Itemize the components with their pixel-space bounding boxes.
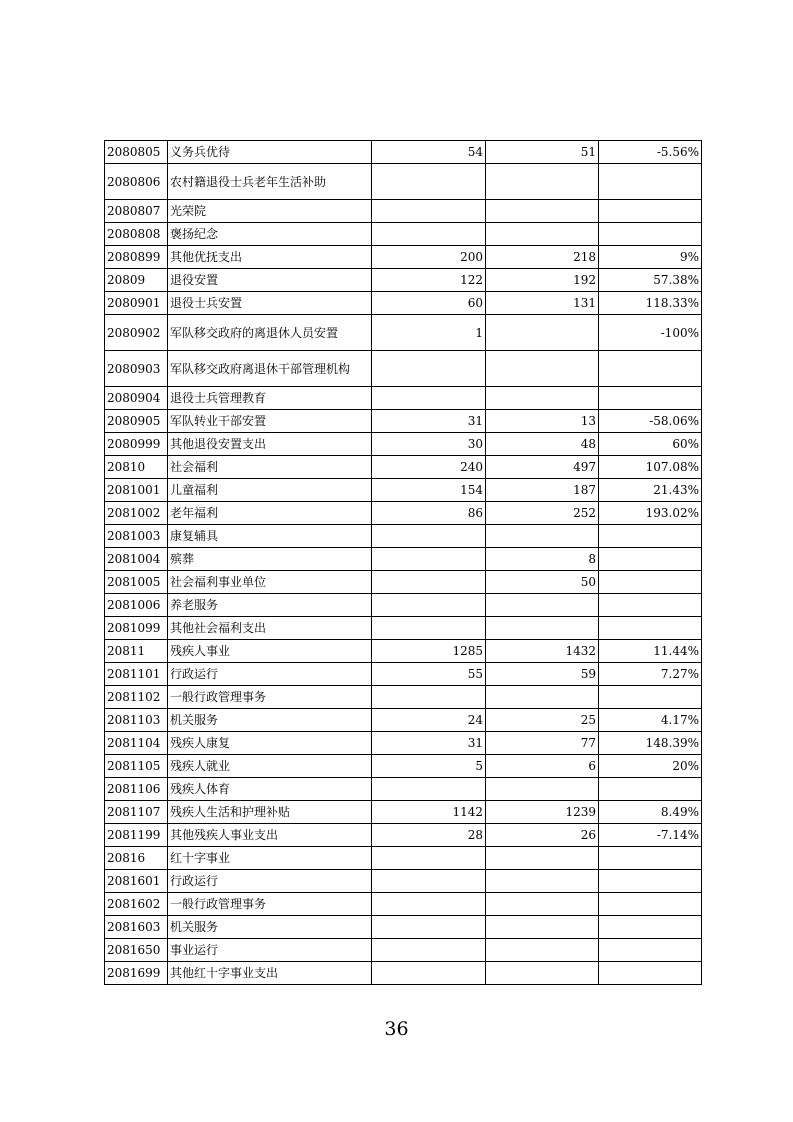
change-percent-cell bbox=[599, 847, 702, 870]
account-code-cell: 2081099 bbox=[105, 617, 168, 640]
value-b-cell bbox=[486, 525, 599, 548]
value-b-cell: 252 bbox=[486, 502, 599, 525]
account-code-cell: 2081104 bbox=[105, 732, 168, 755]
change-percent-cell: 57.38% bbox=[599, 269, 702, 292]
value-a-cell bbox=[372, 200, 486, 223]
value-b-cell: 218 bbox=[486, 246, 599, 269]
change-percent-cell bbox=[599, 962, 702, 985]
table-row bbox=[105, 269, 702, 292]
value-b-cell: 26 bbox=[486, 824, 599, 847]
value-a-cell bbox=[372, 870, 486, 893]
value-a-cell bbox=[372, 164, 486, 200]
table-row bbox=[105, 939, 702, 962]
change-percent-cell: -58.06% bbox=[599, 410, 702, 433]
value-a-cell: 54 bbox=[372, 141, 486, 164]
change-percent-cell bbox=[599, 571, 702, 594]
account-code-cell: 20811 bbox=[105, 640, 168, 663]
value-a-cell bbox=[372, 571, 486, 594]
account-name-cell: 一般行政管理事务 bbox=[168, 893, 372, 916]
table-row bbox=[105, 351, 702, 387]
change-percent-cell: -5.56% bbox=[599, 141, 702, 164]
value-b-cell: 1239 bbox=[486, 801, 599, 824]
account-name-cell: 退役安置 bbox=[168, 269, 372, 292]
value-b-cell bbox=[486, 164, 599, 200]
account-name-cell: 其他优抚支出 bbox=[168, 246, 372, 269]
account-name-cell: 行政运行 bbox=[168, 870, 372, 893]
value-b-cell: 1432 bbox=[486, 640, 599, 663]
value-b-cell bbox=[486, 870, 599, 893]
table-row bbox=[105, 617, 702, 640]
change-percent-cell bbox=[599, 939, 702, 962]
budget-table bbox=[104, 140, 702, 985]
account-name-cell: 老年福利 bbox=[168, 502, 372, 525]
value-b-cell bbox=[486, 387, 599, 410]
account-name-cell: 行政运行 bbox=[168, 663, 372, 686]
account-name-cell: 其他社会福利支出 bbox=[168, 617, 372, 640]
change-percent-cell bbox=[599, 548, 702, 571]
account-name-cell: 义务兵优待 bbox=[168, 141, 372, 164]
value-a-cell bbox=[372, 939, 486, 962]
table-row bbox=[105, 847, 702, 870]
table-row bbox=[105, 571, 702, 594]
change-percent-cell bbox=[599, 893, 702, 916]
table-row bbox=[105, 962, 702, 985]
change-percent-cell: 193.02% bbox=[599, 502, 702, 525]
account-name-cell: 军队移交政府离退休干部管理机构 bbox=[168, 351, 372, 387]
table-row bbox=[105, 778, 702, 801]
change-percent-cell: 20% bbox=[599, 755, 702, 778]
account-code-cell: 2081005 bbox=[105, 571, 168, 594]
table-row bbox=[105, 824, 702, 847]
change-percent-cell: 7.27% bbox=[599, 663, 702, 686]
value-b-cell: 6 bbox=[486, 755, 599, 778]
value-b-cell bbox=[486, 315, 599, 351]
change-percent-cell: 11.44% bbox=[599, 640, 702, 663]
value-a-cell: 240 bbox=[372, 456, 486, 479]
page-number: 36 bbox=[384, 1018, 409, 1040]
account-code-cell: 2081106 bbox=[105, 778, 168, 801]
account-code-cell: 2081003 bbox=[105, 525, 168, 548]
account-name-cell: 残疾人生活和护理补贴 bbox=[168, 801, 372, 824]
account-name-cell: 残疾人就业 bbox=[168, 755, 372, 778]
value-b-cell: 8 bbox=[486, 548, 599, 571]
account-name-cell: 残疾人事业 bbox=[168, 640, 372, 663]
account-name-cell: 退役士兵管理教育 bbox=[168, 387, 372, 410]
table-row bbox=[105, 686, 702, 709]
value-a-cell: 31 bbox=[372, 732, 486, 755]
value-b-cell: 50 bbox=[486, 571, 599, 594]
value-a-cell bbox=[372, 962, 486, 985]
table-row bbox=[105, 548, 702, 571]
value-a-cell: 60 bbox=[372, 292, 486, 315]
value-b-cell bbox=[486, 686, 599, 709]
account-name-cell: 社会福利 bbox=[168, 456, 372, 479]
value-a-cell bbox=[372, 893, 486, 916]
table-row bbox=[105, 410, 702, 433]
change-percent-cell: 4.17% bbox=[599, 709, 702, 732]
table-row bbox=[105, 292, 702, 315]
value-a-cell: 154 bbox=[372, 479, 486, 502]
account-name-cell: 红十字事业 bbox=[168, 847, 372, 870]
change-percent-cell bbox=[599, 594, 702, 617]
value-b-cell: 59 bbox=[486, 663, 599, 686]
value-a-cell bbox=[372, 778, 486, 801]
value-a-cell bbox=[372, 916, 486, 939]
account-name-cell: 殡葬 bbox=[168, 548, 372, 571]
change-percent-cell bbox=[599, 916, 702, 939]
account-name-cell: 残疾人体育 bbox=[168, 778, 372, 801]
table-row bbox=[105, 433, 702, 456]
account-name-cell: 光荣院 bbox=[168, 200, 372, 223]
account-code-cell: 2080807 bbox=[105, 200, 168, 223]
table-row bbox=[105, 164, 702, 200]
table-row bbox=[105, 141, 702, 164]
account-code-cell: 2081650 bbox=[105, 939, 168, 962]
value-a-cell: 31 bbox=[372, 410, 486, 433]
change-percent-cell: 21.43% bbox=[599, 479, 702, 502]
account-code-cell: 2081001 bbox=[105, 479, 168, 502]
change-percent-cell bbox=[599, 525, 702, 548]
account-code-cell: 20810 bbox=[105, 456, 168, 479]
account-name-cell: 残疾人康复 bbox=[168, 732, 372, 755]
value-a-cell bbox=[372, 548, 486, 571]
value-b-cell bbox=[486, 847, 599, 870]
change-percent-cell bbox=[599, 686, 702, 709]
value-b-cell: 77 bbox=[486, 732, 599, 755]
value-a-cell: 122 bbox=[372, 269, 486, 292]
account-code-cell: 2081699 bbox=[105, 962, 168, 985]
change-percent-cell: -100% bbox=[599, 315, 702, 351]
value-a-cell: 30 bbox=[372, 433, 486, 456]
account-name-cell: 儿童福利 bbox=[168, 479, 372, 502]
account-code-cell: 2081102 bbox=[105, 686, 168, 709]
value-a-cell bbox=[372, 594, 486, 617]
account-code-cell: 2080999 bbox=[105, 433, 168, 456]
change-percent-cell: 107.08% bbox=[599, 456, 702, 479]
value-a-cell bbox=[372, 617, 486, 640]
value-b-cell bbox=[486, 617, 599, 640]
account-name-cell: 褒扬纪念 bbox=[168, 223, 372, 246]
account-code-cell: 2081101 bbox=[105, 663, 168, 686]
account-name-cell: 机关服务 bbox=[168, 709, 372, 732]
change-percent-cell: -7.14% bbox=[599, 824, 702, 847]
account-name-cell: 农村籍退役士兵老年生活补助 bbox=[168, 164, 372, 200]
account-code-cell: 2080806 bbox=[105, 164, 168, 200]
account-name-cell: 康复辅具 bbox=[168, 525, 372, 548]
value-a-cell: 24 bbox=[372, 709, 486, 732]
value-b-cell bbox=[486, 778, 599, 801]
account-code-cell: 2080808 bbox=[105, 223, 168, 246]
value-b-cell: 497 bbox=[486, 456, 599, 479]
account-name-cell: 其他残疾人事业支出 bbox=[168, 824, 372, 847]
table-row bbox=[105, 246, 702, 269]
value-b-cell: 192 bbox=[486, 269, 599, 292]
value-a-cell bbox=[372, 847, 486, 870]
change-percent-cell: 60% bbox=[599, 433, 702, 456]
account-code-cell: 2081004 bbox=[105, 548, 168, 571]
account-code-cell: 2081199 bbox=[105, 824, 168, 847]
value-a-cell bbox=[372, 351, 486, 387]
account-name-cell: 退役士兵安置 bbox=[168, 292, 372, 315]
account-code-cell: 2080901 bbox=[105, 292, 168, 315]
account-code-cell: 2081602 bbox=[105, 893, 168, 916]
value-a-cell bbox=[372, 387, 486, 410]
change-percent-cell bbox=[599, 387, 702, 410]
account-name-cell: 机关服务 bbox=[168, 916, 372, 939]
change-percent-cell bbox=[599, 778, 702, 801]
account-name-cell: 一般行政管理事务 bbox=[168, 686, 372, 709]
account-code-cell: 2080903 bbox=[105, 351, 168, 387]
table-row bbox=[105, 916, 702, 939]
table-row bbox=[105, 502, 702, 525]
change-percent-cell bbox=[599, 870, 702, 893]
account-code-cell: 2081002 bbox=[105, 502, 168, 525]
table-row bbox=[105, 801, 702, 824]
account-name-cell: 其他红十字事业支出 bbox=[168, 962, 372, 985]
value-b-cell: 13 bbox=[486, 410, 599, 433]
account-name-cell: 军队移交政府的离退休人员安置 bbox=[168, 315, 372, 351]
table-row bbox=[105, 525, 702, 548]
account-code-cell: 2081105 bbox=[105, 755, 168, 778]
change-percent-cell: 118.33% bbox=[599, 292, 702, 315]
account-code-cell: 2080905 bbox=[105, 410, 168, 433]
value-b-cell bbox=[486, 893, 599, 916]
table-row bbox=[105, 640, 702, 663]
value-a-cell: 1142 bbox=[372, 801, 486, 824]
account-code-cell: 20809 bbox=[105, 269, 168, 292]
table-row bbox=[105, 387, 702, 410]
table-row bbox=[105, 315, 702, 351]
value-b-cell bbox=[486, 223, 599, 246]
table-row bbox=[105, 893, 702, 916]
value-a-cell: 1285 bbox=[372, 640, 486, 663]
change-percent-cell bbox=[599, 223, 702, 246]
value-a-cell: 200 bbox=[372, 246, 486, 269]
value-b-cell bbox=[486, 939, 599, 962]
table-row bbox=[105, 456, 702, 479]
value-a-cell bbox=[372, 525, 486, 548]
account-name-cell: 军队转业干部安置 bbox=[168, 410, 372, 433]
value-a-cell: 55 bbox=[372, 663, 486, 686]
value-b-cell bbox=[486, 351, 599, 387]
value-a-cell: 28 bbox=[372, 824, 486, 847]
change-percent-cell bbox=[599, 164, 702, 200]
change-percent-cell: 148.39% bbox=[599, 732, 702, 755]
account-code-cell: 2080805 bbox=[105, 141, 168, 164]
table-row bbox=[105, 663, 702, 686]
account-code-cell: 2081006 bbox=[105, 594, 168, 617]
table-row bbox=[105, 709, 702, 732]
account-code-cell: 2080904 bbox=[105, 387, 168, 410]
account-code-cell: 2081603 bbox=[105, 916, 168, 939]
change-percent-cell bbox=[599, 617, 702, 640]
value-a-cell: 5 bbox=[372, 755, 486, 778]
account-code-cell: 20816 bbox=[105, 847, 168, 870]
account-code-cell: 2081107 bbox=[105, 801, 168, 824]
table-row bbox=[105, 200, 702, 223]
change-percent-cell bbox=[599, 200, 702, 223]
value-b-cell: 131 bbox=[486, 292, 599, 315]
change-percent-cell bbox=[599, 351, 702, 387]
value-b-cell bbox=[486, 916, 599, 939]
account-name-cell: 其他退役安置支出 bbox=[168, 433, 372, 456]
table-row bbox=[105, 594, 702, 617]
value-b-cell: 187 bbox=[486, 479, 599, 502]
value-b-cell: 25 bbox=[486, 709, 599, 732]
value-b-cell bbox=[486, 594, 599, 617]
table-row bbox=[105, 870, 702, 893]
value-a-cell: 86 bbox=[372, 502, 486, 525]
account-name-cell: 事业运行 bbox=[168, 939, 372, 962]
account-code-cell: 2080902 bbox=[105, 315, 168, 351]
account-name-cell: 社会福利事业单位 bbox=[168, 571, 372, 594]
account-code-cell: 2081103 bbox=[105, 709, 168, 732]
value-b-cell: 51 bbox=[486, 141, 599, 164]
table-body bbox=[105, 141, 702, 985]
table-row bbox=[105, 755, 702, 778]
value-a-cell bbox=[372, 686, 486, 709]
value-b-cell: 48 bbox=[486, 433, 599, 456]
change-percent-cell: 8.49% bbox=[599, 801, 702, 824]
value-b-cell bbox=[486, 962, 599, 985]
value-b-cell bbox=[486, 200, 599, 223]
account-name-cell: 养老服务 bbox=[168, 594, 372, 617]
account-code-cell: 2081601 bbox=[105, 870, 168, 893]
change-percent-cell: 9% bbox=[599, 246, 702, 269]
account-code-cell: 2080899 bbox=[105, 246, 168, 269]
table-row bbox=[105, 223, 702, 246]
table-row bbox=[105, 479, 702, 502]
table-row bbox=[105, 732, 702, 755]
value-a-cell: 1 bbox=[372, 315, 486, 351]
value-a-cell bbox=[372, 223, 486, 246]
